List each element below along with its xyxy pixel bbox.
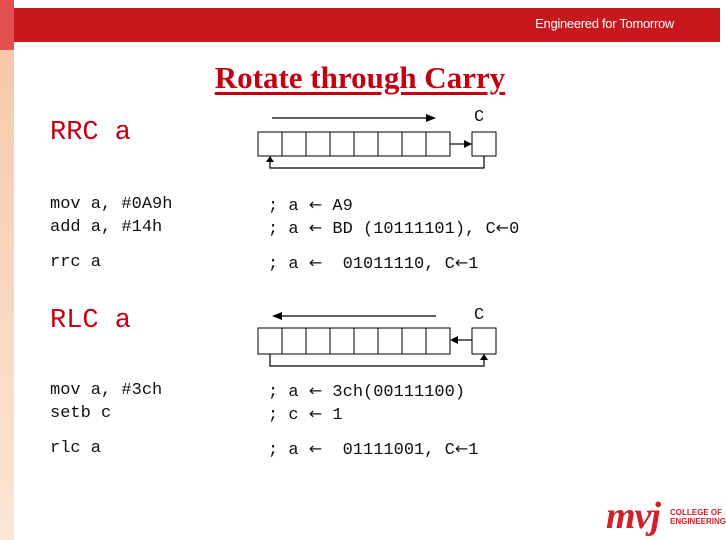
rrc-comment-line-3: ; a ← 01011110, C←1 <box>268 253 479 274</box>
left-arrow-icon: ← <box>308 439 323 458</box>
rlc-carry-box <box>472 328 496 354</box>
left-arrow-icon: ← <box>308 381 323 400</box>
rrc-comment-line-2: ; a ← BD (10111101), C←0 <box>268 218 520 239</box>
rrc-code-line-1: mov a, #0A9h <box>50 195 173 214</box>
left-arrow-icon: ← <box>454 439 469 458</box>
rrc-rotate-diagram <box>250 104 510 174</box>
rrc-code-line-2: add a, #14h <box>50 218 163 237</box>
header-tagline: Engineered for Tomorrow <box>535 16 674 31</box>
left-decorative-stripe <box>0 50 14 540</box>
rlc-register-bits <box>258 328 450 354</box>
rrc-register-bits <box>258 132 450 156</box>
left-arrow-icon: ← <box>308 218 323 237</box>
left-arrow-icon: ← <box>495 218 510 237</box>
logo-mark: mvj <box>606 495 660 537</box>
left-arrow-icon: ← <box>308 404 323 423</box>
left-arrow-icon: ← <box>454 253 469 272</box>
rlc-comment-line-3: ; a ← 01111001, C←1 <box>268 439 479 460</box>
rlc-rotate-diagram <box>250 302 510 372</box>
rlc-heading: RLC a <box>50 306 132 336</box>
header-cap <box>0 0 14 50</box>
header-bar <box>0 0 720 50</box>
rrc-carry-label: C <box>474 108 485 127</box>
rlc-code-line-2: setb c <box>50 404 112 423</box>
rrc-carry-box <box>472 132 496 156</box>
rrc-heading: RRC a <box>50 118 132 148</box>
college-logo <box>606 495 726 538</box>
logo-text: COLLEGE OF ENGINEERING <box>670 508 726 526</box>
left-arrow-icon: ← <box>308 195 323 214</box>
rlc-comment-line-2: ; c ← 1 <box>268 404 343 425</box>
slide-title: Rotate through Carry <box>214 60 506 95</box>
rlc-code-line-3: rlc a <box>50 439 102 458</box>
rrc-comment-line-1: ; a ← A9 <box>268 195 353 216</box>
rrc-code-line-3: rrc a <box>50 253 102 272</box>
rlc-code-line-1: mov a, #3ch <box>50 381 163 400</box>
rlc-carry-label: C <box>474 306 485 325</box>
rlc-comment-line-1: ; a ← 3ch(00111100) <box>268 381 466 402</box>
left-arrow-icon: ← <box>308 253 323 272</box>
